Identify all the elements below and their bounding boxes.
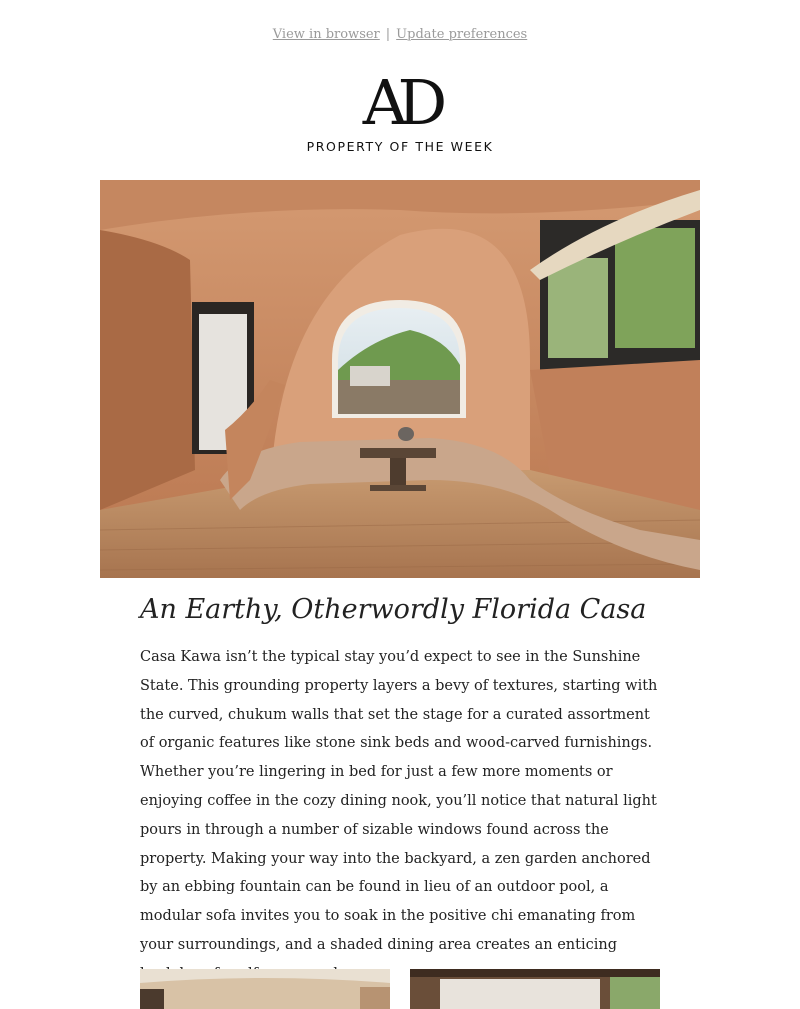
section-kicker: PROPERTY OF THE WEEK [306, 139, 494, 154]
update-preferences-link[interactable]: Update preferences [396, 27, 528, 42]
hero-photo-illustration [100, 180, 700, 578]
thumbnail-right-illustration [410, 969, 660, 1009]
article-body: Casa Kawa isn’t the typical stay you’d expect to see in the Sunshine State. This grounding property layers a bevy of textures, starting with the curved, chukum walls that set the stage for a curated assortment of organic features like stone sink beds and wood-carved furnishings. Whether you’re lingering in bed for just a few more moments or enjoying coffee in the cozy dining nook, you’ll notice that natural light pours in through a number of sizable windows found across the property. Making your way into the backyard, a zen garden anchored by an ebbing fountain can be found in lieu of an outdoor pool, a modular sofa invites you to soak in the positive chi emanating from your surroundings, and a shaded dining area creates an enticing [140, 649, 658, 953]
email-header-links [0, 27, 800, 42]
view-in-browser-link[interactable]: View in browser [272, 27, 380, 42]
thumbnail-image-right[interactable] [410, 969, 660, 1009]
thumbnail-left-illustration [140, 969, 390, 1009]
article-headline[interactable]: An Earthy, Otherwordly Florida Casa [140, 594, 647, 625]
ad-logo[interactable]: AD [362, 66, 438, 139]
thumbnail-image-left[interactable] [140, 969, 390, 1009]
hero-image[interactable] [100, 180, 700, 578]
link-separator: | [385, 27, 391, 42]
